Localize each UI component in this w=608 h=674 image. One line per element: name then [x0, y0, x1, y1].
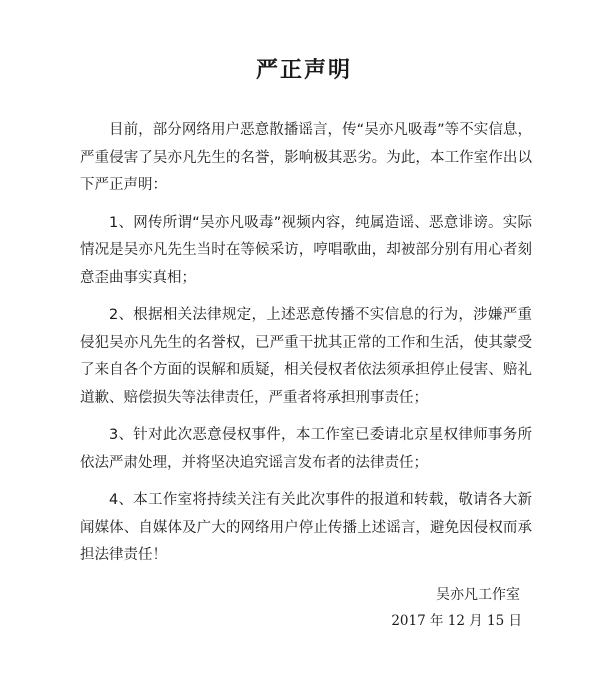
clause-4-paragraph: 4、本工作室将持续关注有关此次事件的报道和转载，敬请各大新闻媒体、自媒体及广大的网络用户停止传播上述谣言，避免因侵权而承担法律责任！ [80, 492, 532, 563]
intro-paragraph: 目前，部分网络用户恶意散播谣言，传“吴亦凡吸毒”等不实信息，严重侵害了吴亦凡先生的名誉，影响极其恶劣。为此，本工作室作出以下严正声明： [80, 122, 532, 193]
signature-block [391, 582, 522, 634]
clause-1-paragraph: 1、网传所谓“吴亦凡吸毒”视频内容，纯属造谣、恶意诽谤。实际情况是吴亦凡先生当时在等候采访，哼唱歌曲，却被部分别有用心者刻意歪曲事实真相； [80, 214, 532, 286]
document-body [80, 117, 532, 580]
signature-organization: 吴亦凡工作室 [436, 587, 520, 603]
signature-date: 2017 年 12 月 15 日 [391, 613, 522, 629]
document-title: 严正声明 [255, 58, 352, 83]
clause-2-paragraph: 2、根据相关法律规定，上述恶意传播不实信息的行为，涉嫌严重侵犯吴亦凡先生的名誉权，已严重干扰其正常的工作和生活，使其蒙受了来自各个方面的误解和质疑，相关侵权者依法须承担停止侵害、赔礼道歉、赔偿损失等法律责任，严重者将承担刑事责任； [80, 307, 532, 406]
clause-3-paragraph: 3、针对此次恶意侵权事件，本工作室已委请北京星权律师事务所依法严肃处理，并将坚决追究谣言发布者的法律责任； [80, 427, 532, 471]
